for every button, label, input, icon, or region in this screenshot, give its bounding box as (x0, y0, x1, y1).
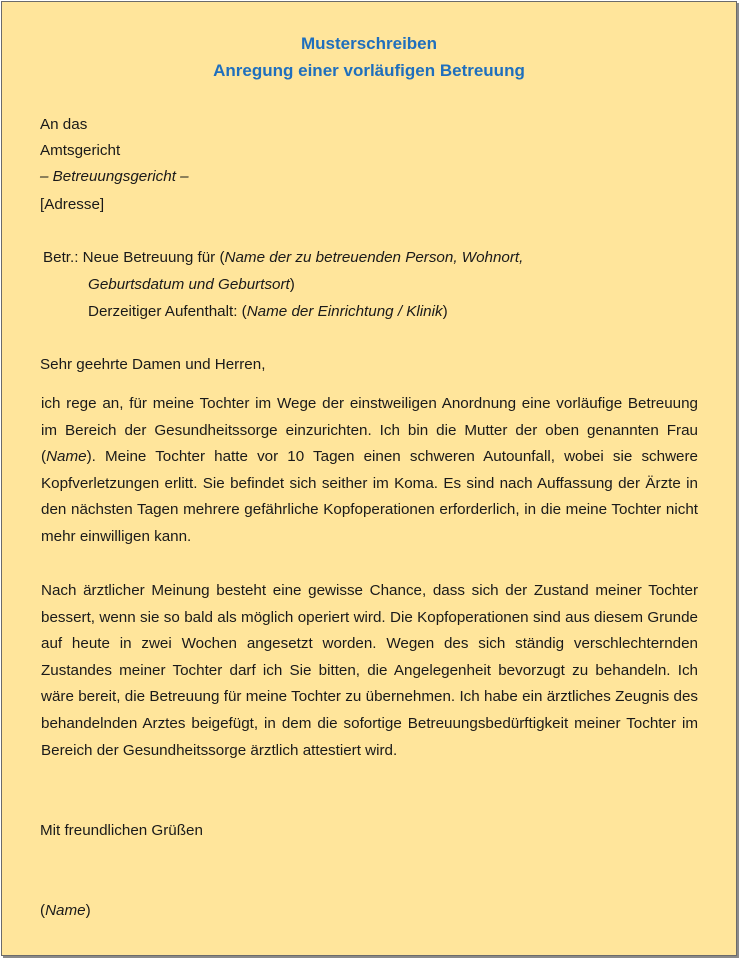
salutation: Sehr geehrte Damen und Herren, (40, 356, 266, 373)
name-placeholder: Name (46, 448, 87, 466)
birth-placeholder: Geburtsdatum und Geburtsort (88, 276, 290, 293)
closing: Mit freundlichen Grüßen (40, 822, 203, 839)
address-line-2: Amtsgericht (40, 142, 121, 159)
subject-line-1: Betr.: Neue Betreuung für (Name der zu betreuenden Person, Wohnort, (43, 249, 524, 266)
address-line-1: An das (40, 116, 88, 133)
letter-template (1, 1, 737, 956)
signature-placeholder: Name (45, 902, 86, 919)
address-court: – Betreuungsgericht – (40, 168, 189, 185)
title-line-1: Musterschreiben (300, 34, 438, 53)
clinic-placeholder: Name der Einrichtung / Klinik (246, 303, 443, 320)
subject-line-2: Geburtsdatum und Geburtsort) (88, 276, 295, 293)
paragraph-1: ich rege an, für meine Tochter im Wege der einstweiligen Anordnung eine vorläufige Betreuung im Bereich der Gesundheitssorge einzurichten. Ich bin die Mutter der oben genannten Frau (Name). Meine Tochter hatte vor 10 Tagen einen schweren Autounfall, wobei sie schwere Kopfverletzungen erlitt. Sie befindet sich seither im Koma. Es sind nach Auffassung der Ärzte in den nächsten Tagen mehrere gefährliche Kopfoperationen erforderlich, in die meine Tochter nicht mehr einwilligen kann. (41, 395, 698, 545)
address-placeholder: [Adresse] (40, 196, 105, 213)
person-placeholder: Name der zu betreuenden Person, Wohnort, (224, 249, 524, 266)
paragraph-2: Nach ärztlicher Meinung besteht eine gewisse Chance, dass sich der Zustand meiner Tochter bessert, wenn sie so bald als möglich operiert wird. Die Kopfoperationen sind aus diesem Grunde auf heute in zwei Wochen angesetzt worden. Wegen des sich ständig verschlechternden Zustandes meiner Tochter darf ich Sie bitten, die Angelegenheit bevorzugt zu behandeln. Ich wäre bereit, die Betreuung für meine Tochter zu übernehmen. Ich habe ein ärztliches Zeugnis des behandelnden Arztes beigefügt, in dem die sofortige Betreuungsbedürftigkeit meiner Tochter im Bereich der Gesundheitssorge ärztlich attestiert wird. (41, 582, 698, 759)
title-line-2: Anregung einer vorläufigen Betreuung (213, 61, 525, 80)
subject-line-3: Derzeitiger Aufenthalt: (Name der Einrichtung / Klinik) (88, 303, 448, 320)
signature: (Name) (40, 902, 91, 919)
